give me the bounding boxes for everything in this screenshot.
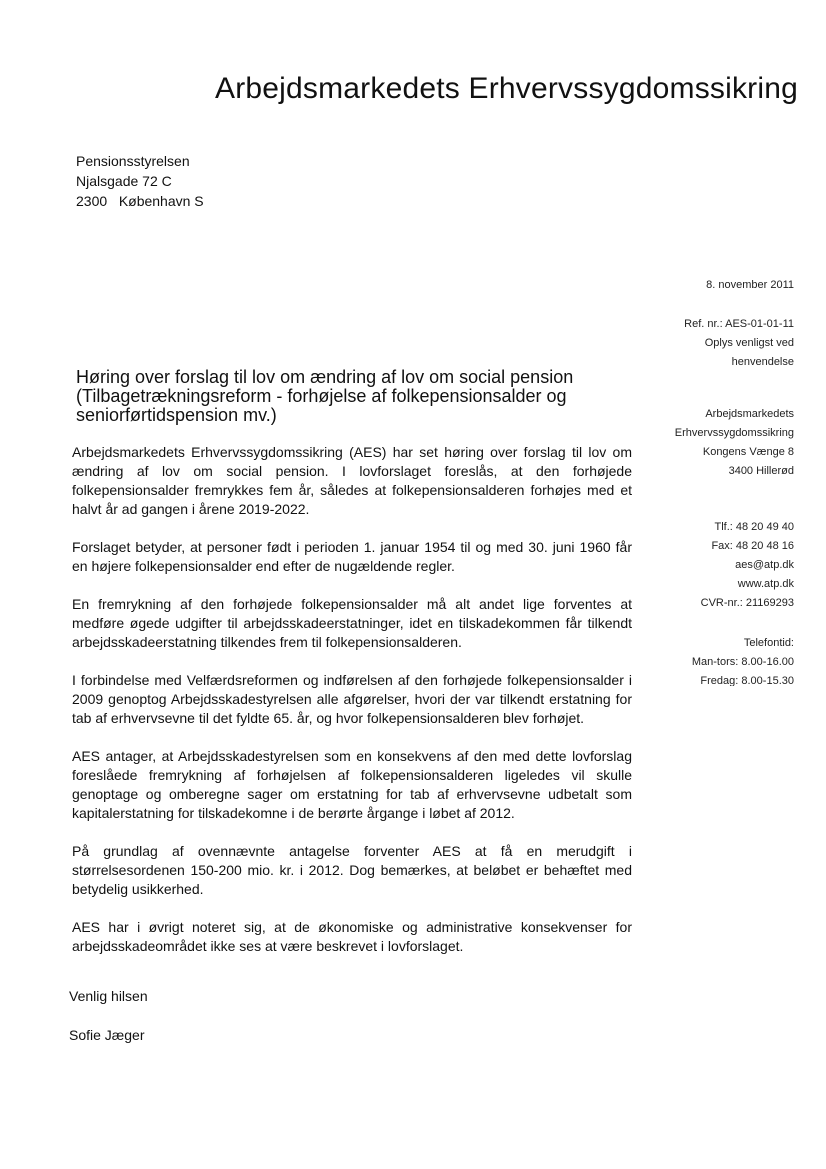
sender-address-line: Kongens Vænge 8 (702, 446, 794, 458)
recipient-name: Pensionsstyrelsen (76, 153, 190, 169)
body-paragraph: På grundlag af ovennævnte antagelse forventer AES at få en merudgift i størrelsesordenen 150-200 mio. kr. i 2012. Dog bemærkes, at beløbet er behæftet med betydelig usikkerhed. (72, 843, 632, 897)
sender-address (675, 405, 794, 481)
phone-hours-block (692, 634, 794, 686)
reference-note: Oplys venligst ved (704, 337, 794, 349)
cvr-number: CVR-nr.: 21169293 (700, 597, 794, 609)
signature: Sofie Jæger (69, 1027, 145, 1043)
letter-date-block (706, 276, 794, 295)
letter-date: 8. november 2011 (706, 279, 794, 291)
website: www.atp.dk (737, 578, 794, 590)
body-paragraph: AES har i øvrigt noteret sig, at de økonomiske og administrative konsekvenser for arbejdsskadeområdet ikke ses at være beskrevet i lovforslaget. (72, 919, 632, 954)
sender-address-line: Arbejdsmarkedets (705, 408, 794, 420)
body-paragraph: Forslaget betyder, at personer født i perioden 1. januar 1954 til og med 30. juni 1960 får en højere folkepensionsalder end efter de nugældende regler. (72, 539, 632, 574)
recipient-address (76, 151, 204, 211)
closing-greeting: Venlig hilsen (69, 988, 148, 1004)
letter-body (72, 443, 632, 975)
reference-number: Ref. nr.: AES-01-01-11 (684, 318, 794, 330)
body-paragraph: Arbejdsmarkedets Erhvervssygdomssikring (AES) har set høring over forslag til lov om ændring af lov om social pension. I lovforslaget foreslås, at den forhøjede folkepensionsalder fremrykkes fem år, således at folkepensionsalderen forhøjes med et halvt år ad gangen i årene 2019-2022. (72, 444, 632, 517)
phone-number: Tlf.: 48 20 49 40 (714, 521, 794, 533)
recipient-city: 2300 København S (76, 193, 204, 209)
fax-number: Fax: 48 20 48 16 (711, 540, 794, 552)
phone-hours-label: Telefontid: (743, 637, 794, 649)
recipient-street: Njalsgade 72 C (76, 173, 172, 189)
reference-block (684, 315, 794, 372)
body-paragraph: AES antager, at Arbejdsskadestyrelsen som en konsekvens af den med dette lovforslag foreslåede fremrykning af forhøjelsen af folkepensionsalderen ligeledes vil skulle genoptage og omberegne sager om erstatning for tab af erhvervsevne udbetalt som kapitalerstatning for tilskadekomne i de berørte årgange i løbet af 2012. (72, 748, 632, 821)
body-paragraph: I forbindelse med Velfærdsreformen og indførelsen af den forhøjede folkepensionsalder i 2009 genoptog Arbejdsskadestyrelsen alle afgørelser, hvori der var tilkendt erstatning for tab af erhvervsevne til det fyldte 65. år, og hvor folkepensionsalderen blev forhøjet. (72, 672, 632, 726)
phone-hours-friday: Fredag: 8.00-15.30 (700, 675, 794, 686)
phone-hours-weekdays: Man-tors: 8.00-16.00 (691, 656, 794, 668)
organization-title: Arbejdsmarkedets Erhvervssygdomssikring (214, 72, 798, 105)
letter-subject: Høring over forslag til lov om ændring af lov om social pension (Tilbagetrækningsreform - forhøjelse af folkepensionsalder og seniorførtidspension mv.) (76, 367, 574, 425)
reference-note: henvendelse (731, 356, 794, 368)
sender-address-line: Erhvervssygdomssikring (674, 427, 794, 439)
email-address: aes@atp.dk (735, 559, 794, 571)
contact-block (701, 518, 794, 613)
body-paragraph: En fremrykning af den forhøjede folkepensionsalder må alt andet lige forventes at medføre øgede udgifter til arbejdsskadeerstatninger, idet en tilskadekommen får tilkendt arbejdsskadeerstatning tilkendes frem til folkepensionsalderen. (72, 596, 632, 650)
sender-address-line: 3400 Hillerød (728, 465, 794, 477)
